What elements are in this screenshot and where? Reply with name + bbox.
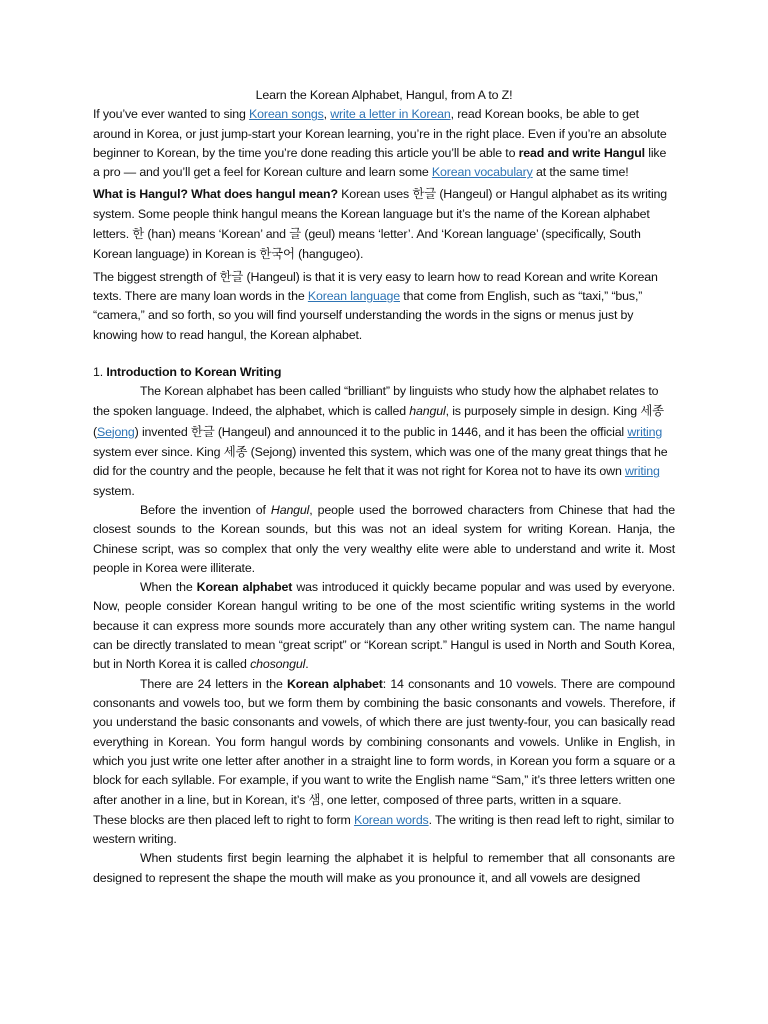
paragraph-consonants-shape — [93, 849, 675, 888]
text: : 14 consonants and 10 vowels. There are compound consonants and vowels too, but we form them by combining the basic consonants and vowels. Therefore, if you understand the basic consonants and vowels, of which there are just twenty-four, you can basically read everything in Korean. You form hangul words by combining consonants and vowels. Unlike in English, in which you just write one letter after another in a straight line to form words, in Korean you form a square or a block for each syllable. For example, if you want to write the English name “Sam,” it’s three letters written one after another in a line, but in Korean, it’s — [93, 676, 676, 808]
text: When the — [140, 580, 197, 595]
paragraph-intro-writing — [93, 382, 675, 501]
section-heading — [93, 363, 675, 382]
text: that come from English, such as “taxi,” “bus,” “camera,” and so forth, so you will find yourself understanding the words in the signs or menus just by knowing how to read hangul, the Korean alphabet. — [93, 288, 643, 342]
text: , people used the borrowed characters from Chinese that had the closest sounds to the Korean sounds, but this was not an ideal system for writing Korean. Hanja, the Chinese script, was so complex that only the very wealthy elite were able to understand and write it. Most people in Korea were illiterate. — [93, 502, 675, 575]
bold-text: Korean alphabet — [196, 580, 293, 595]
link-writing-2[interactable]: writing — [625, 464, 660, 479]
paragraph-alphabet-introduced — [93, 578, 675, 674]
text: . — [305, 657, 309, 672]
korean-text: 한국어 — [259, 246, 295, 262]
korean-text: 샘 — [308, 792, 321, 808]
text: (Hangeul) or Hangul alphabet as its writing system. Some people think hangul means the Korean language but it’s the name of the Korean alphabet letters. — [93, 187, 668, 242]
korean-text: 한글 — [219, 268, 244, 284]
link-korean-vocabulary[interactable]: Korean vocabulary — [431, 165, 533, 180]
text: Before the invention of — [140, 502, 271, 517]
korean-text: 세종 — [223, 444, 248, 460]
korean-text: 한 — [132, 226, 145, 242]
document-page — [93, 86, 675, 888]
text: system ever since. King — [93, 445, 224, 460]
text: (geul) means ‘letter’. And ‘Korean language’ (specifically, South Korean language) in Korean is — [93, 227, 641, 262]
text: (hangugeo). — [294, 247, 364, 262]
text: There are 24 letters in the — [140, 676, 287, 691]
text: at the same time! — [532, 165, 629, 180]
what-is-hangul-paragraph — [93, 184, 675, 264]
strength-paragraph — [93, 267, 675, 345]
bold-question: What is Hangul? What does hangul mean? — [93, 187, 338, 202]
link-korean-words[interactable]: Korean words — [353, 812, 429, 827]
text: ) invented — [134, 424, 191, 439]
korean-text: 한글 — [190, 423, 215, 439]
italic-text: hangul — [409, 404, 446, 419]
text: The Korean alphabet has been called “brilliant” by linguists who study how the alphabet relates to the spoken language. Indeed, the alphabet, which is called — [93, 384, 659, 419]
link-writing[interactable]: writing — [627, 424, 663, 439]
paragraph-blocks — [93, 811, 675, 850]
link-write-a-letter-in-korean[interactable]: write a letter in Korean — [330, 107, 451, 122]
link-korean-songs[interactable]: Korean songs — [248, 107, 324, 122]
text: When students first begin learning the alphabet it is helpful to remember that all consonants are designed to represent the shape the mouth will make as you pronounce it, and all vowels are designed — [93, 851, 675, 885]
text: These blocks are then placed left to right to form — [93, 812, 354, 827]
text: . The writing is then read left to right, similar to western writing. — [93, 812, 675, 846]
korean-text: 세종 — [640, 403, 664, 419]
section-number: 1. — [93, 364, 104, 379]
text: If you’ve ever wanted to sing — [93, 107, 249, 122]
link-sejong[interactable]: Sejong — [96, 424, 135, 439]
korean-text: 글 — [289, 226, 302, 242]
text: was introduced it quickly became popular and was used by everyone. Now, people consider Korean hangul writing to be one of the most scientific writing systems in the world because it can express more sounds more accurately than any other writing system can. The name hangul can be directly translated to mean “great script” or “Korean script.” Hangul is used in North and South Korea, but in North Korea it is called — [93, 580, 675, 672]
text: , is purposely simple in design. King — [445, 404, 641, 419]
intro-paragraph — [93, 105, 675, 182]
text: (han) means ‘Korean’ and — [144, 227, 290, 242]
text: , read Korean books, be able to get around in Korea, or just jump-start your Korean learning, you’re in the right place. Even if you’re an absolute beginner to Korean, by the time you’re done reading this article you’ll be able to — [93, 107, 667, 160]
text: Korean uses — [337, 187, 413, 202]
text: , one letter, composed of three parts, written in a square. — [320, 793, 622, 808]
italic-text: Hangul — [270, 502, 310, 517]
text: like a pro — and you’ll get a feel for Korean culture and learn some — [93, 145, 667, 180]
text: The biggest strength of — [93, 269, 220, 284]
text: , — [323, 107, 331, 122]
text: ( — [93, 424, 97, 439]
paragraph-24-letters — [93, 675, 675, 811]
bold-text: Korean alphabet — [286, 676, 383, 691]
text: (Hangeul) and announced it to the public in 1446, and it has been the official — [214, 424, 628, 439]
korean-text: 한글 — [412, 186, 437, 202]
section-title: Introduction to Korean Writing — [106, 364, 282, 379]
text: (Hangeul) is that it is very easy to learn how to read Korean and write Korean texts. There are many loan words in the — [93, 269, 658, 303]
link-korean-language[interactable]: Korean language — [307, 288, 400, 303]
text: system. — [93, 483, 135, 498]
bold-text: read and write Hangul — [518, 145, 645, 160]
text: (Sejong) invented this system, which was one of the many great things that he did for the country and the people, because he felt that it was not right for Korea not to have its own — [93, 445, 668, 479]
paragraph-before-hangul — [93, 501, 675, 578]
italic-text: chosongul — [250, 657, 306, 672]
document-title: Learn the Korean Alphabet, Hangul, from A to Z! — [255, 88, 513, 102]
